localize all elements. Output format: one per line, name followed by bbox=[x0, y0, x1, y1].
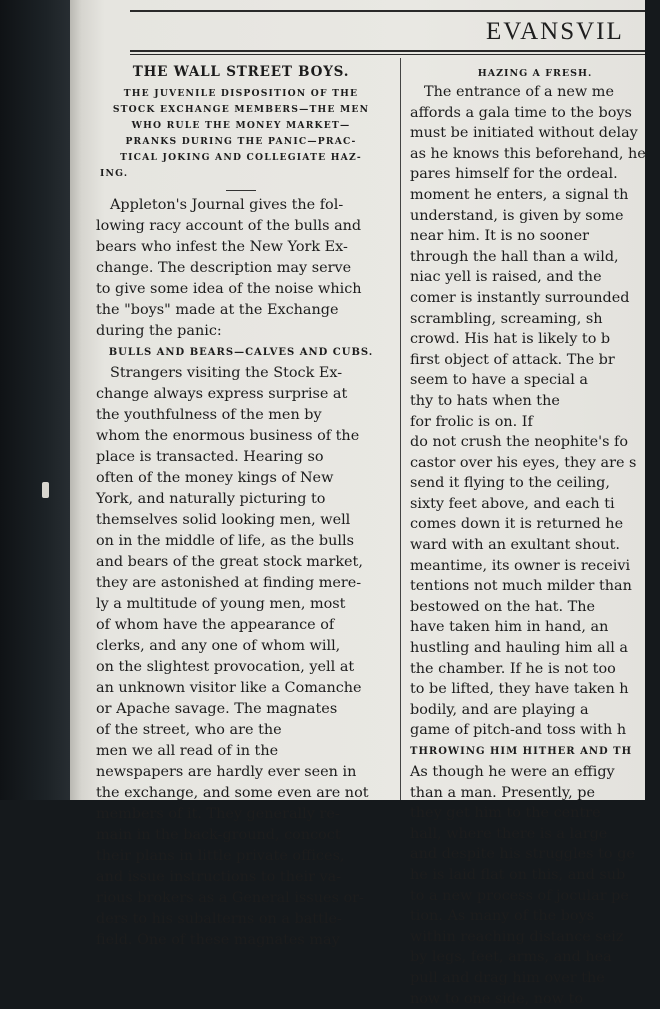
body-paragraph bbox=[410, 762, 660, 1009]
text-line: crowd. His hat is likely to b bbox=[410, 331, 611, 348]
section-subhead: BULLS AND BEARS—CALVES AND CUBS. bbox=[108, 347, 374, 358]
text-line: rious brokers as a General issues or- bbox=[96, 890, 364, 906]
text-line: scrambling, screaming, sh bbox=[410, 310, 603, 327]
text-line: game of pitch-and toss with h bbox=[410, 722, 627, 739]
deck-line: THE JUVENILE DISPOSITION OF THE bbox=[123, 88, 359, 99]
text-line: Strangers visiting the Stock Ex- bbox=[110, 365, 343, 381]
text-line: understand, is given by some bbox=[410, 207, 624, 224]
text-line: on the slightest provocation, yell at bbox=[96, 659, 355, 675]
text-line: the exchange, and some even are not bbox=[96, 785, 369, 801]
text-line: change always express surprise at bbox=[96, 386, 348, 402]
text-line: first object of attack. The br bbox=[410, 351, 615, 368]
intro-paragraph bbox=[96, 195, 386, 342]
text-line: bestowed on the hat. The bbox=[410, 598, 595, 615]
text-line: their plans in little private offices, bbox=[96, 848, 345, 864]
text-line: meantime, its owner is receivi bbox=[410, 557, 631, 574]
text-line: during the panic: bbox=[96, 323, 222, 339]
text-line: pares himself for the ordeal. bbox=[410, 166, 618, 183]
text-line: niac yell is raised, and the bbox=[410, 269, 602, 286]
text-line: Appleton's Journal gives the fol- bbox=[110, 197, 344, 213]
masthead: EVANSVIL bbox=[486, 18, 624, 45]
text-line: The entrance of a new me bbox=[424, 84, 614, 100]
text-line: sixty feet above, and each ti bbox=[410, 495, 615, 512]
text-line: the chamber. If he is not too bbox=[410, 660, 616, 677]
text-line: comes down it is returned he bbox=[410, 516, 624, 533]
text-line: moment he enters, a signal th bbox=[410, 186, 629, 203]
text-line: within reaching distance seiz bbox=[410, 928, 624, 945]
text-line: an unknown visitor like a Comanche bbox=[96, 680, 362, 696]
column-divider bbox=[400, 58, 401, 800]
text-line: as he knows this beforehand, he bbox=[410, 145, 646, 162]
text-line: hustling and hauling him all a bbox=[410, 640, 629, 657]
text-line: As though he were an effigy bbox=[410, 764, 615, 780]
page-marker bbox=[42, 482, 49, 498]
masthead-rule bbox=[130, 50, 645, 52]
article-hazing bbox=[410, 58, 660, 1009]
deck-line: PRANKS DURING THE PANIC—PRAC- bbox=[125, 136, 357, 147]
section-subhead: THROWING HIM HITHER AND TH bbox=[410, 746, 633, 757]
body-paragraph bbox=[410, 82, 660, 741]
text-line: York, and naturally picturing to bbox=[96, 491, 326, 507]
background-dark-edge bbox=[0, 0, 76, 800]
text-line: men we all read of in the bbox=[96, 743, 279, 759]
text-line: and bears of the great stock market, bbox=[96, 554, 363, 570]
text-line: place is transacted. Hearing so bbox=[96, 449, 324, 465]
deck-line: WHO RULE THE MONEY MARKET— bbox=[131, 120, 351, 131]
text-line: on in the middle of life, as the bulls bbox=[96, 533, 354, 549]
article-wall-street-boys bbox=[96, 58, 386, 951]
text-line: ly a multitude of young men, most bbox=[96, 596, 346, 612]
text-line: field. One of these magnates may bbox=[96, 932, 340, 948]
text-line: must be initiated without delay bbox=[410, 125, 638, 142]
text-line: tentions not much milder than bbox=[410, 578, 632, 595]
text-line: main in the back-ground, concoct bbox=[96, 827, 341, 843]
text-line: ward with an exultant shout. bbox=[410, 537, 620, 554]
text-line: of whom have the appearance of bbox=[96, 617, 335, 633]
text-line: pull and drag him over the bbox=[410, 969, 605, 986]
masthead-rule-thin bbox=[130, 54, 645, 55]
text-line: themselves solid looking men, well bbox=[96, 512, 351, 528]
text-line: have taken him in hand, an bbox=[410, 619, 609, 636]
text-line: to a new process of jocular pe bbox=[410, 887, 629, 904]
text-line: to be lifted, they have taken h bbox=[410, 681, 629, 698]
text-line: for frolic is on. If bbox=[410, 413, 533, 430]
text-line: of the street, who are the bbox=[96, 722, 282, 738]
text-line: and despite his struggles to ge bbox=[410, 846, 635, 863]
deck-line: ING. bbox=[100, 168, 129, 179]
text-line: the "boys" made at the Exchange bbox=[96, 302, 339, 318]
text-line: whom the enormous business of the bbox=[96, 428, 360, 444]
text-line: members of it. They generally re- bbox=[96, 806, 340, 822]
top-rule bbox=[130, 10, 645, 12]
text-line: the youthfulness of the men by bbox=[96, 407, 322, 423]
text-line: seem to have a special a bbox=[410, 372, 588, 389]
text-line: lowing racy account of the bulls and bbox=[96, 218, 362, 234]
text-line: bears who infest the New York Ex- bbox=[96, 239, 348, 255]
text-line: they get him to the centre bbox=[410, 805, 601, 822]
text-line: now to one side, now to bbox=[410, 990, 584, 1007]
deck-line: STOCK EXCHANGE MEMBERS—THE MEN bbox=[112, 104, 370, 115]
deck-line: TICAL JOKING AND COLLEGIATE HAZ- bbox=[120, 152, 362, 163]
section-subhead: HAZING A FRESH. bbox=[477, 68, 593, 79]
text-line: near him. It is no sooner bbox=[410, 228, 589, 245]
text-line: castor over his eyes, they are s bbox=[410, 454, 637, 471]
text-line: tion. As many of the boys bbox=[410, 908, 595, 925]
text-line: by legs, feet, arms, and hea bbox=[410, 949, 612, 966]
text-line: bodily, and are playing a bbox=[410, 701, 589, 718]
text-line: comer is instantly surrounded bbox=[410, 289, 630, 306]
text-line: send it flying to the ceiling, bbox=[410, 475, 610, 492]
body-paragraph bbox=[96, 363, 386, 951]
newspaper-page bbox=[70, 0, 646, 1007]
text-line: change. The description may serve bbox=[96, 260, 352, 276]
text-line: than a man. Presently, pe bbox=[410, 784, 595, 801]
text-line: or Apache savage. The magnates bbox=[96, 701, 338, 717]
text-line: do not crush the neophite's fo bbox=[410, 434, 629, 451]
text-line: he is laid flat on this, and sub bbox=[410, 866, 626, 883]
text-line: affords a gala time to the boys bbox=[410, 104, 632, 121]
text-line: newspapers are hardly ever seen in bbox=[96, 764, 357, 780]
text-line: ders to his subalterns on a battle- bbox=[96, 911, 342, 927]
text-line: they are astonished at finding mere- bbox=[96, 575, 362, 591]
deck bbox=[100, 86, 382, 182]
text-line: and issue instructions to their va- bbox=[96, 869, 342, 885]
text-line: to give some idea of the noise which bbox=[96, 281, 362, 297]
text-line: thy to hats when the bbox=[410, 392, 560, 409]
text-line: through the hall than a wild, bbox=[410, 248, 619, 265]
text-line: clerks, and any one of whom will, bbox=[96, 638, 341, 654]
headline: THE WALL STREET BOYS. bbox=[132, 64, 350, 80]
text-line: hall, where there is a large bbox=[410, 825, 608, 842]
text-line: often of the money kings of New bbox=[96, 470, 334, 486]
deck-rule bbox=[226, 190, 256, 191]
